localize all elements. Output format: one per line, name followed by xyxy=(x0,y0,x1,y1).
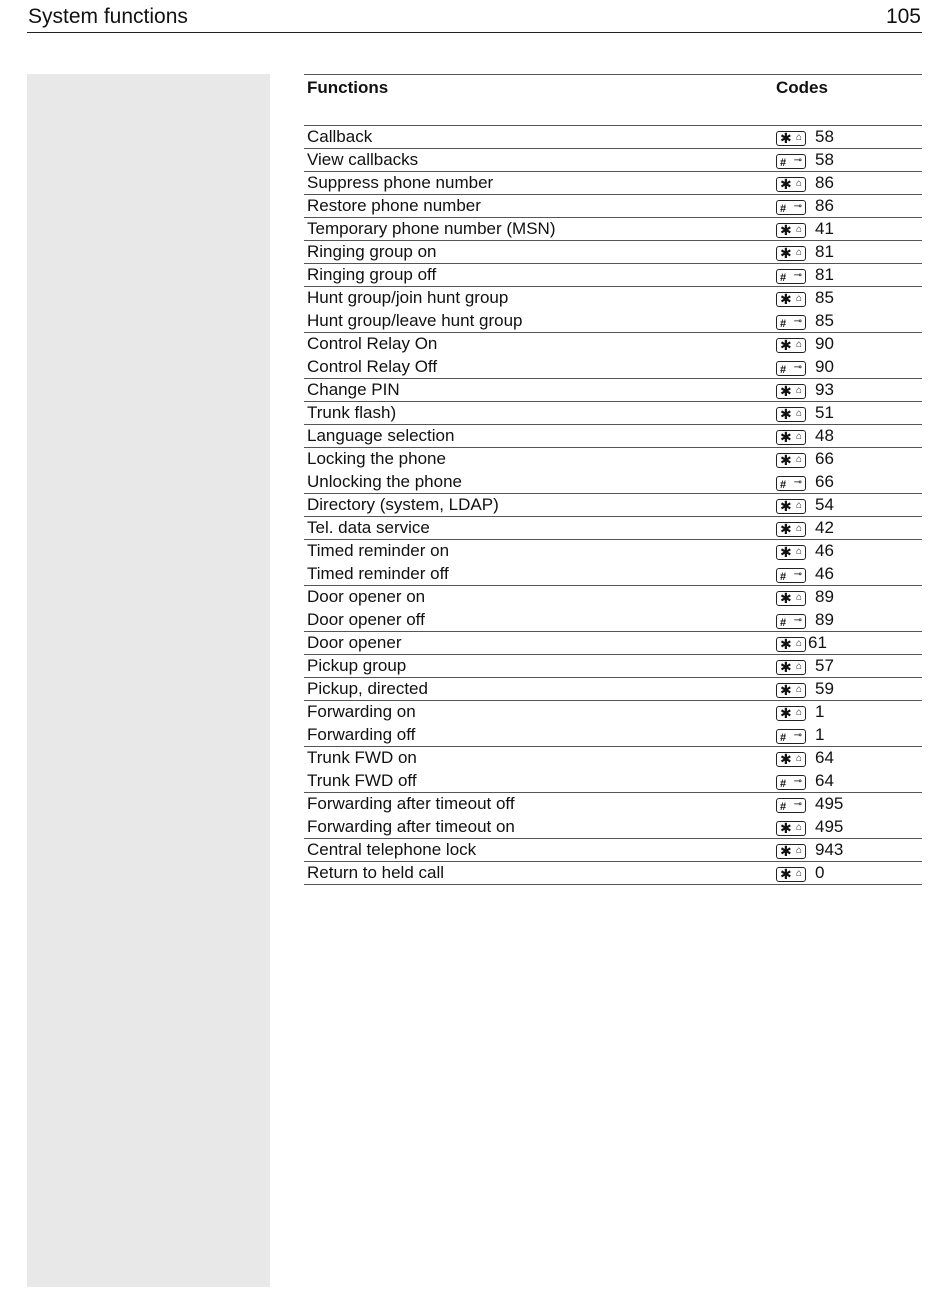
key-symbol: ✱ xyxy=(780,290,792,307)
key-symbol: ✱ xyxy=(780,750,792,767)
function-code xyxy=(776,725,824,745)
key-glyph-icon: ⌂ xyxy=(795,867,802,879)
function-code xyxy=(776,656,834,676)
code-number: 66 xyxy=(815,449,834,468)
key-symbol: ✱ xyxy=(780,129,792,146)
key-glyph-icon: ⌂ xyxy=(795,292,802,304)
table-row xyxy=(304,563,922,586)
key-glyph-icon: ⌂ xyxy=(795,338,802,350)
key-symbol: ✱ xyxy=(780,382,792,399)
key-glyph-icon: ⊸ xyxy=(793,476,802,488)
key-symbol: # xyxy=(780,731,787,744)
star-key-icon xyxy=(776,177,806,192)
table-row xyxy=(304,333,922,356)
star-key-icon xyxy=(776,430,806,445)
function-name: Central telephone lock xyxy=(307,840,477,859)
table-row xyxy=(304,402,922,425)
star-key-icon xyxy=(776,338,806,353)
table-header xyxy=(304,75,922,126)
table-row xyxy=(304,586,922,609)
star-key-icon xyxy=(776,223,806,238)
hash-key-icon xyxy=(776,568,806,583)
function-name: Pickup group xyxy=(307,656,407,675)
key-symbol: ✱ xyxy=(780,681,792,698)
key-glyph-icon: ⌂ xyxy=(795,752,802,764)
key-symbol: # xyxy=(780,271,787,284)
hash-key-icon xyxy=(776,798,806,813)
key-glyph-icon: ⌂ xyxy=(795,706,802,718)
code-number: 86 xyxy=(815,173,834,192)
key-glyph-icon: ⊸ xyxy=(793,798,802,810)
key-symbol: # xyxy=(780,616,787,629)
function-code xyxy=(776,679,834,699)
code-number: 89 xyxy=(815,587,834,606)
function-name: Ringing group on xyxy=(307,242,437,261)
key-symbol: ✱ xyxy=(780,451,792,468)
key-symbol: ✱ xyxy=(780,175,792,192)
table-row xyxy=(304,609,922,632)
function-name: Timed reminder off xyxy=(307,564,449,583)
key-symbol: ✱ xyxy=(780,497,792,514)
table-row xyxy=(304,448,922,471)
hash-key-icon xyxy=(776,729,806,744)
functions-column-header: Functions xyxy=(307,78,389,97)
page-header xyxy=(27,0,922,33)
function-name: Return to held call xyxy=(307,863,445,882)
star-key-icon xyxy=(776,660,806,675)
table-row xyxy=(304,655,922,678)
function-name: Control Relay Off xyxy=(307,357,438,376)
function-code xyxy=(776,633,827,653)
table-row xyxy=(304,425,922,448)
code-number: 58 xyxy=(815,127,834,146)
code-number: 46 xyxy=(815,541,834,560)
star-key-icon xyxy=(776,683,806,698)
function-codes-table xyxy=(304,74,922,885)
table-row xyxy=(304,632,922,655)
code-number: 90 xyxy=(815,334,834,353)
hash-key-icon xyxy=(776,361,806,376)
key-symbol: # xyxy=(780,800,787,813)
function-name: Change PIN xyxy=(307,380,400,399)
side-margin-panel xyxy=(27,74,270,1287)
star-key-icon xyxy=(776,407,806,422)
code-number: 54 xyxy=(815,495,834,514)
function-name: Hunt group/join hunt group xyxy=(307,288,509,307)
key-symbol: ✱ xyxy=(780,336,792,353)
codes-column-header: Codes xyxy=(776,78,828,97)
key-glyph-icon: ⌂ xyxy=(795,683,802,695)
star-key-icon xyxy=(776,499,806,514)
function-name: Forwarding after timeout off xyxy=(307,794,515,813)
key-symbol: ✱ xyxy=(780,244,792,261)
function-code xyxy=(776,518,834,538)
function-code xyxy=(776,196,834,216)
table-row xyxy=(304,149,922,172)
function-code xyxy=(776,265,834,285)
code-number: 41 xyxy=(815,219,834,238)
star-key-icon xyxy=(776,591,806,606)
code-number: 1 xyxy=(815,725,825,744)
function-name: Door opener off xyxy=(307,610,425,629)
key-symbol: ✱ xyxy=(780,635,792,652)
table-row xyxy=(304,126,922,149)
key-glyph-icon: ⌂ xyxy=(795,821,802,833)
code-number: 90 xyxy=(815,357,834,376)
star-key-icon xyxy=(776,844,806,859)
code-number: 64 xyxy=(815,771,834,790)
table-row xyxy=(304,195,922,218)
table-row xyxy=(304,540,922,563)
code-number: 48 xyxy=(815,426,834,445)
table-row xyxy=(304,310,922,333)
function-code xyxy=(776,242,834,262)
function-name: Timed reminder on xyxy=(307,541,450,560)
function-code xyxy=(776,173,834,193)
key-symbol: ✱ xyxy=(780,221,792,238)
function-name: Restore phone number xyxy=(307,196,481,215)
star-key-icon xyxy=(776,821,806,836)
star-key-icon xyxy=(776,131,806,146)
star-key-icon xyxy=(776,292,806,307)
code-number: 42 xyxy=(815,518,834,537)
function-name: Forwarding off xyxy=(307,725,416,744)
key-symbol: # xyxy=(780,777,787,790)
function-name: Forwarding after timeout on xyxy=(307,817,515,836)
function-name: Trunk FWD off xyxy=(307,771,417,790)
function-name: Temporary phone number (MSN) xyxy=(307,219,556,238)
function-name: Locking the phone xyxy=(307,449,446,468)
key-glyph-icon: ⊸ xyxy=(793,315,802,327)
table-row xyxy=(304,701,922,724)
key-glyph-icon: ⌂ xyxy=(795,246,802,258)
code-number: 85 xyxy=(815,311,834,330)
table-row xyxy=(304,793,922,816)
function-name: Trunk flash) xyxy=(307,403,397,422)
code-number: 81 xyxy=(815,265,834,284)
function-name: Callback xyxy=(307,127,373,146)
code-number: 0 xyxy=(815,863,825,882)
function-name: Forwarding on xyxy=(307,702,416,721)
function-name: Trunk FWD on xyxy=(307,748,417,767)
table-row xyxy=(304,264,922,287)
code-number: 59 xyxy=(815,679,834,698)
function-name: Door opener xyxy=(307,633,402,652)
table-row xyxy=(304,241,922,264)
function-code xyxy=(776,288,834,308)
function-code xyxy=(776,219,834,239)
function-code xyxy=(776,541,834,561)
key-symbol: ✱ xyxy=(780,520,792,537)
code-number: 495 xyxy=(815,817,844,836)
function-name: Door opener on xyxy=(307,587,426,606)
code-number: 57 xyxy=(815,656,834,675)
function-code xyxy=(776,426,834,446)
key-glyph-icon: ⌂ xyxy=(795,131,802,143)
code-number: 66 xyxy=(815,472,834,491)
key-glyph-icon: ⌂ xyxy=(795,844,802,856)
section-title: System functions xyxy=(28,5,188,28)
key-symbol: # xyxy=(780,570,787,583)
table-row xyxy=(304,839,922,862)
table-row xyxy=(304,287,922,310)
function-code xyxy=(776,150,834,170)
table-row xyxy=(304,724,922,747)
star-key-icon xyxy=(776,545,806,560)
page-number: 105 xyxy=(885,5,921,28)
key-glyph-icon: ⌂ xyxy=(795,430,802,442)
star-key-icon xyxy=(776,752,806,767)
hash-key-icon xyxy=(776,269,806,284)
hash-key-icon xyxy=(776,154,806,169)
hash-key-icon xyxy=(776,775,806,790)
function-code xyxy=(776,840,843,860)
table-row xyxy=(304,747,922,770)
key-glyph-icon: ⊸ xyxy=(793,614,802,626)
table-row xyxy=(304,471,922,494)
key-symbol: ✱ xyxy=(780,704,792,721)
table-row xyxy=(304,678,922,701)
key-glyph-icon: ⊸ xyxy=(793,269,802,281)
key-glyph-icon: ⌂ xyxy=(795,545,802,557)
key-glyph-icon: ⌂ xyxy=(795,453,802,465)
function-name: Hunt group/leave hunt group xyxy=(307,311,523,330)
function-code xyxy=(776,564,834,584)
star-key-icon xyxy=(776,522,806,537)
function-name: Suppress phone number xyxy=(307,173,494,192)
hash-key-icon xyxy=(776,476,806,491)
star-key-icon xyxy=(776,706,806,721)
code-number: 51 xyxy=(815,403,834,422)
key-glyph-icon: ⌂ xyxy=(795,177,802,189)
key-glyph-icon: ⊸ xyxy=(793,200,802,212)
key-glyph-icon: ⌂ xyxy=(795,591,802,603)
code-number: 943 xyxy=(815,840,844,859)
table-row xyxy=(304,770,922,793)
function-code xyxy=(776,771,834,791)
hash-key-icon xyxy=(776,200,806,215)
key-glyph-icon: ⊸ xyxy=(793,361,802,373)
table-row xyxy=(304,356,922,379)
key-glyph-icon: ⊸ xyxy=(793,154,802,166)
function-name: Ringing group off xyxy=(307,265,437,284)
star-key-icon xyxy=(776,246,806,261)
key-symbol: ✱ xyxy=(780,428,792,445)
code-number: 64 xyxy=(815,748,834,767)
function-name: Directory (system, LDAP) xyxy=(307,495,499,514)
star-key-icon xyxy=(776,453,806,468)
key-symbol: ✱ xyxy=(780,405,792,422)
function-name: Unlocking the phone xyxy=(307,472,463,491)
table-row xyxy=(304,494,922,517)
table-row xyxy=(304,218,922,241)
key-symbol: # xyxy=(780,478,787,491)
key-symbol: ✱ xyxy=(780,658,792,675)
function-code xyxy=(776,610,834,630)
code-number: 93 xyxy=(815,380,834,399)
key-symbol: ✱ xyxy=(780,589,792,606)
function-code xyxy=(776,334,834,354)
code-number: 85 xyxy=(815,288,834,307)
function-name: Tel. data service xyxy=(307,518,430,537)
function-code xyxy=(776,587,834,607)
function-code xyxy=(776,311,834,331)
function-code xyxy=(776,495,834,515)
function-code xyxy=(776,863,824,883)
function-name: View callbacks xyxy=(307,150,419,169)
function-name: Control Relay On xyxy=(307,334,438,353)
key-glyph-icon: ⌂ xyxy=(795,223,802,235)
key-symbol: ✱ xyxy=(780,819,792,836)
key-glyph-icon: ⌂ xyxy=(795,637,802,649)
hash-key-icon xyxy=(776,315,806,330)
code-number: 495 xyxy=(815,794,844,813)
code-number: 58 xyxy=(815,150,834,169)
star-key-icon xyxy=(776,384,806,399)
function-name: Language selection xyxy=(307,426,455,445)
hash-key-icon xyxy=(776,614,806,629)
key-glyph-icon: ⊸ xyxy=(793,729,802,741)
key-glyph-icon: ⌂ xyxy=(795,384,802,396)
code-number: 89 xyxy=(815,610,834,629)
table-row xyxy=(304,816,922,839)
star-key-icon xyxy=(776,867,806,882)
key-symbol: # xyxy=(780,363,787,376)
code-number: 1 xyxy=(815,702,825,721)
function-code xyxy=(776,449,834,469)
function-code xyxy=(776,817,843,837)
table-row xyxy=(304,517,922,540)
key-glyph-icon: ⊸ xyxy=(793,568,802,580)
function-code xyxy=(776,794,843,814)
table-row xyxy=(304,172,922,195)
key-glyph-icon: ⊸ xyxy=(793,775,802,787)
key-symbol: ✱ xyxy=(780,865,792,882)
code-number: 61 xyxy=(808,633,827,652)
key-glyph-icon: ⌂ xyxy=(795,407,802,419)
key-symbol: ✱ xyxy=(780,543,792,560)
table-row xyxy=(304,862,922,885)
key-glyph-icon: ⌂ xyxy=(795,499,802,511)
star-key-icon xyxy=(776,637,806,652)
function-code xyxy=(776,403,834,423)
function-code xyxy=(776,127,834,147)
function-code xyxy=(776,380,834,400)
table-row xyxy=(304,379,922,402)
function-code xyxy=(776,357,834,377)
key-symbol: ✱ xyxy=(780,842,792,859)
key-symbol: # xyxy=(780,317,787,330)
key-symbol: # xyxy=(780,156,787,169)
function-code xyxy=(776,472,834,492)
code-number: 86 xyxy=(815,196,834,215)
function-code xyxy=(776,748,834,768)
table-body xyxy=(304,126,922,885)
function-name: Pickup, directed xyxy=(307,679,428,698)
key-symbol: # xyxy=(780,202,787,215)
key-glyph-icon: ⌂ xyxy=(795,522,802,534)
code-number: 81 xyxy=(815,242,834,261)
key-glyph-icon: ⌂ xyxy=(795,660,802,672)
function-code xyxy=(776,702,824,722)
code-number: 46 xyxy=(815,564,834,583)
